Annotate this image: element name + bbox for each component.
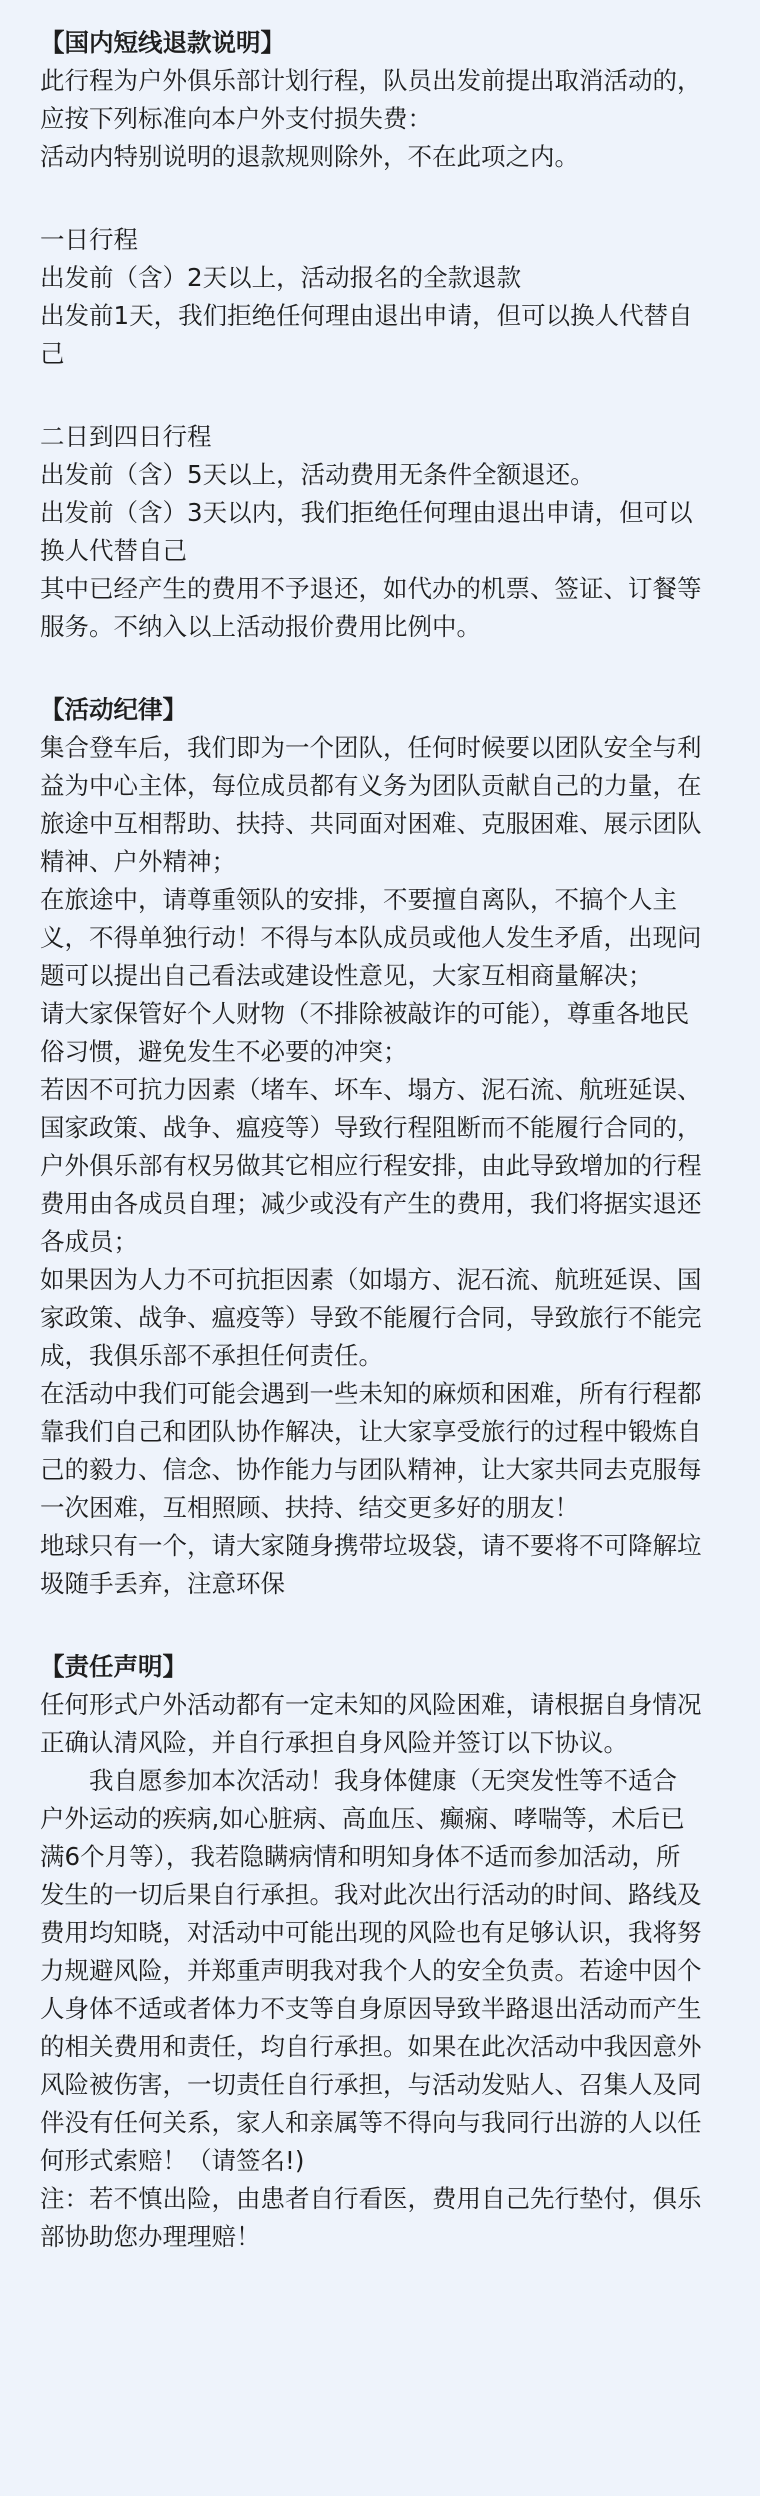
one-day-title: 一日行程: [40, 225, 138, 254]
one-day-line: 出发前（含）2天以上，活动报名的全款退款: [40, 263, 522, 292]
one-day-line: 出发前1天，我们拒绝任何理由退出申请，但可以换人代替自: [40, 301, 693, 330]
discipline-line: 在旅途中，请尊重领队的安排，不要擅自离队，不搞个人主: [40, 885, 677, 914]
spacer: [40, 1603, 730, 1648]
discipline-line: 地球只有一个，请大家随身携带垃圾袋，请不要将不可降解垃: [40, 1531, 702, 1560]
discipline-line: 益为中心主体，每位成员都有义务为团队贡献自己的力量，在: [40, 771, 702, 800]
discipline-line: 成，我俱乐部不承担任何责任。: [40, 1341, 383, 1370]
liability-line: 满6个月等），我若隐瞒病情和明知身体不适而参加活动，所: [40, 1842, 681, 1871]
refund-intro-line: 应按下列标准向本户外支付损失费：: [40, 104, 432, 133]
liability-line: 力规避风险，并郑重声明我对我个人的安全负责。若途中因个: [40, 1956, 702, 1985]
liability-line: 的相关费用和责任，均自行承担。如果在此次活动中我因意外: [40, 2032, 702, 2061]
multi-day-line: 出发前（含）3天以内，我们拒绝任何理由退出申请，但可以: [40, 498, 693, 527]
refund-intro-line: 活动内特别说明的退款规则除外，不在此项之内。: [40, 142, 579, 171]
discipline-line: 靠我们自己和团队协作解决，让大家享受旅行的过程中锻炼自: [40, 1417, 702, 1446]
discipline-line: 义，不得单独行动！不得与本队成员或他人发生矛盾，出现问: [40, 923, 702, 952]
refund-heading: 【国内短线退款说明】: [40, 28, 285, 57]
discipline-line: 户外俱乐部有权另做其它相应行程安排，由此导致增加的行程: [40, 1151, 702, 1180]
discipline-line: 集合登车后，我们即为一个团队，任何时候要以团队安全与利: [40, 733, 702, 762]
spacer: [40, 646, 730, 691]
multi-day-line: 出发前（含）5天以上，活动费用无条件全额退还。: [40, 460, 595, 489]
discipline-line: 家政策、战争、瘟疫等）导致不能履行合同，导致旅行不能完: [40, 1303, 702, 1332]
discipline-line: 若因不可抗力因素（堵车、坏车、塌方、泥石流、航班延误、: [40, 1075, 702, 1104]
discipline-line: 精神、户外精神；: [40, 847, 236, 876]
discipline-section: [40, 691, 730, 1603]
discipline-line: 题可以提出自己看法或建设性意见，大家互相商量解决；: [40, 961, 653, 990]
discipline-line: 如果因为人力不可抗拒因素（如塌方、泥石流、航班延误、国: [40, 1265, 702, 1294]
one-day-line: 己: [40, 339, 65, 368]
discipline-line: 圾随手丢弃，注意环保: [40, 1569, 285, 1598]
liability-heading: 【责任声明】: [40, 1652, 187, 1681]
multi-day-line: 服务。不纳入以上活动报价费用比例中。: [40, 612, 481, 641]
multi-day-line: 换人代替自己: [40, 536, 187, 565]
refund-section: [40, 24, 730, 646]
spacer: [40, 176, 730, 221]
liability-line: 注：若不慎出险，由患者自行看医，费用自己先行垫付，俱乐: [40, 2184, 702, 2213]
discipline-line: 国家政策、战争、瘟疫等）导致行程阻断而不能履行合同的，: [40, 1113, 702, 1142]
refund-intro-line: 此行程为户外俱乐部计划行程，队员出发前提出取消活动的，: [40, 66, 702, 95]
discipline-line: 在活动中我们可能会遇到一些未知的麻烦和困难，所有行程都: [40, 1379, 702, 1408]
liability-line: 任何形式户外活动都有一定未知的风险困难，请根据自身情况: [40, 1690, 702, 1719]
liability-line: 风险被伤害，一切责任自行承担，与活动发贴人、召集人及同: [40, 2070, 702, 2099]
discipline-line: 各成员；: [40, 1227, 138, 1256]
liability-line: 发生的一切后果自行承担。我对此次出行活动的时间、路线及: [40, 1880, 702, 1909]
liability-line: 伴没有任何关系，家人和亲属等不得向与我同行出游的人以任: [40, 2108, 702, 2137]
discipline-line: 请大家保管好个人财物（不排除被敲诈的可能），尊重各地民: [40, 999, 690, 1028]
discipline-line: 费用由各成员自理；减少或没有产生的费用，我们将据实退还: [40, 1189, 702, 1218]
discipline-line: 一次困难，互相照顾、扶持、结交更多好的朋友！: [40, 1493, 579, 1522]
discipline-line: 旅途中互相帮助、扶持、共同面对困难、克服困难、展示团队: [40, 809, 702, 838]
liability-line: 人身体不适或者体力不支等自身原因导致半路退出活动而产生: [40, 1994, 702, 2023]
multi-day-title: 二日到四日行程: [40, 422, 212, 451]
liability-section: [40, 1648, 730, 2256]
liability-line: 何形式索赔！（请签名!): [40, 2146, 305, 2175]
liability-line: 正确认清风险，并自行承担自身风险并签订以下协议。: [40, 1728, 628, 1757]
discipline-line: 俗习惯，避免发生不必要的冲突；: [40, 1037, 408, 1066]
spacer: [40, 373, 730, 418]
discipline-line: 己的毅力、信念、协作能力与团队精神，让大家共同去克服每: [40, 1455, 702, 1484]
liability-line: 费用均知晓，对活动中可能出现的风险也有足够认识，我将努: [40, 1918, 702, 1947]
liability-line: 户外运动的疾病,如心脏病、高血压、癫痫、哮喘等，术后已: [40, 1804, 685, 1833]
discipline-heading: 【活动纪律】: [40, 695, 187, 724]
liability-line: 部协助您办理理赔！: [40, 2222, 261, 2251]
liability-line: 我自愿参加本次活动！我身体健康（无突发性等不适合: [40, 1766, 677, 1795]
multi-day-line: 其中已经产生的费用不予退还，如代办的机票、签证、订餐等: [40, 574, 702, 603]
